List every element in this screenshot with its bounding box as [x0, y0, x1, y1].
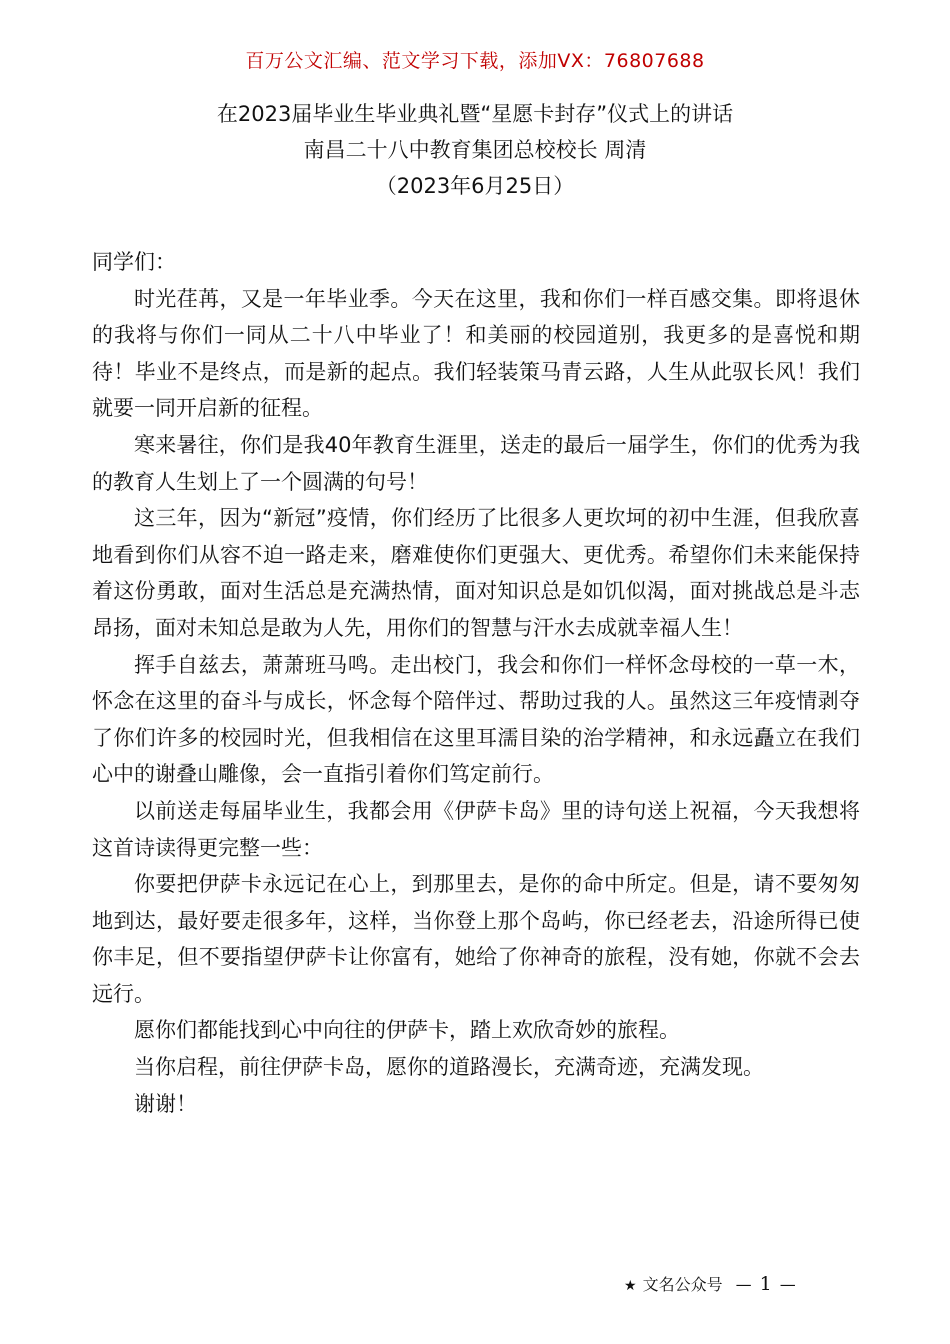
page-footer	[624, 1272, 804, 1295]
speech-date: （2023年6月25日）	[375, 174, 575, 198]
paragraph-9: 谢谢！	[134, 1091, 197, 1116]
paragraph-7: 愿你们都能找到心中向往的伊萨卡，踏上欢欣奇妙的旅程。	[134, 1018, 680, 1043]
paragraph-5: 以前送走每届毕业生，我都会用《伊萨卡岛》里的诗句送上祝福，今天我想将这首诗读得更完整一些：	[92, 798, 860, 860]
watermark-banner: 百万公文汇编、范文学习下载，添加VX：76807688	[245, 50, 705, 72]
speaker-line: 南昌二十八中教育集团总校校长 周清	[303, 138, 647, 162]
star-icon: ★	[624, 1278, 637, 1294]
paragraph-8: 当你启程，前往伊萨卡岛，愿你的道路漫长，充满奇迹，充满发现。	[134, 1055, 764, 1080]
document-title: 在2023届毕业生毕业典礼暨“星愿卡封存”仪式上的讲话	[216, 102, 734, 126]
paragraph-6: 你要把伊萨卡永远记在心上，到那里去，是你的命中所定。但是，请不要匆匆地到达，最好要走很多年，这样，当你登上那个岛屿，你已经老去，沿途所得已使你丰足，但不要指望伊萨卡让你富有，她给了你神奇的旅程，没有她，你就不会去远行。	[92, 872, 860, 1006]
paragraph-2: 寒来暑往，你们是我40年教育生涯里，送走的最后一届学生，你们的优秀为我的教育人生划上了一个圆满的句号！	[92, 432, 860, 494]
paragraph-3: 这三年，因为“新冠”疫情，你们经历了比很多人更坎坷的初中生涯，但我欣喜地看到你们从容不迫一路走来，磨难使你们更强大、更优秀。希望你们未来能保持着这份勇敢，面对生活总是充满热情，面对知识总是如饥似渴，面对挑战总是斗志昂扬，面对未知总是敢为人先，用你们的智慧与汗水去成就幸福人生！	[92, 506, 860, 640]
page-number: 1	[759, 1273, 772, 1295]
salutation: 同学们：	[92, 250, 176, 274]
document-title-block	[0, 96, 950, 204]
speech-body	[92, 244, 860, 1122]
footer-dash-left: —	[735, 1275, 752, 1294]
paragraph-1: 时光荏苒，又是一年毕业季。今天在这里，我和你们一样百感交集。即将退休的我将与你们一同从二十八中毕业了！和美丽的校园道别，我更多的是喜悦和期待！毕业不是终点，而是新的起点。我们轻装策马青云路，人生从此驭长风！我们就要一同开启新的征程。	[92, 286, 860, 421]
footer-dash-right: —	[779, 1275, 796, 1294]
footer-label: 文名公众号	[642, 1275, 723, 1294]
paragraph-4: 挥手自兹去，萧萧班马鸣。走出校门，我会和你们一样怀念母校的一草一木，怀念在这里的奋斗与成长，怀念每个陪伴过、帮助过我的人。虽然这三年疫情剥夺了你们许多的校园时光，但我相信在这里耳濡目染的治学精神，和永远矗立在我们心中的谢叠山雕像，会一直指引着你们笃定前行。	[92, 652, 860, 787]
